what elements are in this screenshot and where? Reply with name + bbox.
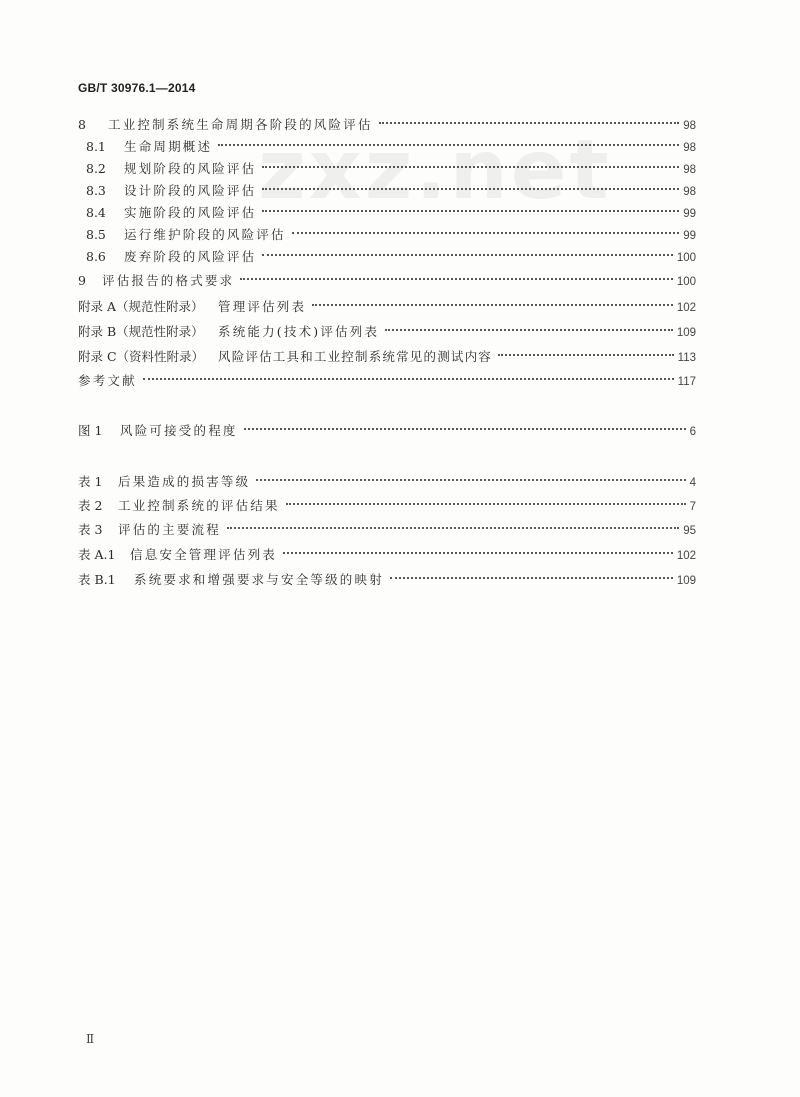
toc-leader-dots: [379, 111, 680, 129]
table-entry-title: 工业控制系统的评估结果: [118, 498, 280, 513]
toc-entry-title: 规划阶段的风险评估: [124, 161, 257, 176]
toc-leader-dots: [218, 133, 679, 151]
toc-entry-number: 附录 A（规范性附录）: [78, 299, 204, 314]
toc-entry[interactable]: [86, 199, 696, 220]
table-entry-title: 评估的主要流程: [118, 522, 221, 537]
toc-entry[interactable]: [78, 293, 696, 314]
toc-entry-page: 98: [683, 186, 696, 198]
toc-entry-number: 8: [78, 117, 86, 132]
toc-entry[interactable]: [86, 177, 696, 198]
toc-entry-page: 100: [676, 276, 696, 288]
toc-leader-dots: [312, 293, 673, 311]
toc-entry-number: 8.3: [86, 183, 106, 198]
table-entry[interactable]: [78, 468, 696, 489]
toc-leader-dots: [262, 155, 679, 173]
toc-entry[interactable]: [78, 318, 696, 339]
toc-leader-dots: [283, 541, 673, 559]
toc-entry-page: 99: [683, 230, 696, 242]
table-entry-number: 表 1: [78, 474, 103, 489]
table-entry-title: 信息安全管理评估列表: [130, 547, 278, 562]
toc-entry-title: 风险评估工具和工业控制系统常见的测试内容: [218, 349, 493, 364]
toc-entry-page: 100: [676, 252, 696, 264]
figure-entry-page: 6: [689, 426, 696, 438]
toc-entry-number: 8.2: [86, 161, 106, 176]
toc-entry-title: 设计阶段的风险评估: [124, 183, 257, 198]
toc-entry-page: 117: [677, 376, 696, 388]
toc-entry-title: 运行维护阶段的风险评估: [124, 227, 286, 242]
table-entry-title: 系统要求和增强要求与安全等级的映射: [134, 572, 384, 587]
toc-entry-title: 生命周期概述: [124, 139, 213, 154]
watermark: zxz.net: [258, 123, 612, 218]
toc-entry-title: 工业控制系统生命周期各阶段的风险评估: [108, 117, 373, 132]
toc-leader-dots: [385, 318, 673, 336]
toc-entry[interactable]: [78, 343, 696, 364]
toc-entry-page: 98: [683, 142, 696, 154]
toc-entry-page: 99: [683, 208, 696, 220]
table-entry-title: 后果造成的损害等级: [118, 474, 251, 489]
toc-leader-dots: [244, 417, 686, 435]
toc-leader-dots: [292, 221, 680, 239]
table-entry[interactable]: [78, 516, 696, 537]
toc-entry-page: 98: [683, 120, 696, 132]
table-entry-number: 表 A.1: [78, 547, 116, 562]
toc-entry-title: 系统能力(技术)评估列表: [218, 324, 380, 339]
page-footer-numeral: Ⅱ: [86, 1032, 95, 1046]
table-entry-number: 表 B.1: [78, 572, 116, 587]
toc-entry-title: 废弃阶段的风险评估: [124, 249, 257, 264]
figure-entry[interactable]: [78, 417, 696, 438]
toc-leader-dots: [262, 243, 673, 261]
standard-code: GB/T 30976.1—2014: [78, 81, 196, 95]
toc-leader-dots: [262, 177, 679, 195]
table-entry[interactable]: [78, 566, 696, 587]
figure-entry-title: 风险可接受的程度: [120, 423, 238, 438]
toc-entry-title: 实施阶段的风险评估: [124, 205, 257, 220]
toc-entry-number: 8.5: [86, 227, 106, 242]
toc-leader-dots: [390, 566, 673, 584]
table-entry[interactable]: [78, 541, 696, 562]
table-entry-page: 102: [676, 550, 696, 562]
toc-entry-page: 109: [676, 327, 696, 339]
toc-entry-number: 附录 C（资料性附录）: [78, 349, 205, 364]
table-entry-number: 表 2: [78, 498, 103, 513]
toc-entry-number: 9: [78, 273, 86, 288]
toc-entry[interactable]: [78, 367, 696, 388]
toc-entry-number: 8.6: [86, 249, 106, 264]
toc-leader-dots: [240, 267, 673, 285]
toc-entry-number: 附录 B（规范性附录）: [78, 324, 204, 339]
toc-entry[interactable]: [86, 133, 696, 154]
toc-entry-page: 98: [683, 164, 696, 176]
toc-leader-dots: [143, 367, 674, 385]
toc-entry[interactable]: [78, 111, 696, 132]
toc-entry[interactable]: [86, 155, 696, 176]
table-entry-page: 7: [689, 501, 696, 513]
toc-leader-dots: [286, 492, 686, 510]
figure-entry-number: 图 1: [78, 423, 103, 438]
toc-entry[interactable]: [86, 243, 696, 264]
toc-entry-title: 管理评估列表: [218, 299, 307, 314]
toc-leader-dots: [227, 516, 679, 534]
table-entry-page: 4: [689, 477, 696, 489]
table-entry-number: 表 3: [78, 522, 103, 537]
toc-leader-dots: [498, 343, 674, 361]
toc-entry-number: 8.1: [86, 139, 106, 154]
toc-leader-dots: [256, 468, 685, 486]
table-entry[interactable]: [78, 492, 696, 513]
table-entry-page: 95: [683, 525, 696, 537]
toc-entry-title: 参考文献: [78, 373, 137, 388]
toc-entry[interactable]: [78, 267, 696, 288]
toc-entry-number: 8.4: [86, 205, 106, 220]
toc-entry-page: 102: [676, 302, 696, 314]
table-entry-page: 109: [676, 575, 696, 587]
toc-entry-page: 113: [677, 352, 696, 364]
toc-entry-title: 评估报告的格式要求: [102, 273, 235, 288]
toc-leader-dots: [262, 199, 679, 217]
toc-entry[interactable]: [86, 221, 696, 242]
